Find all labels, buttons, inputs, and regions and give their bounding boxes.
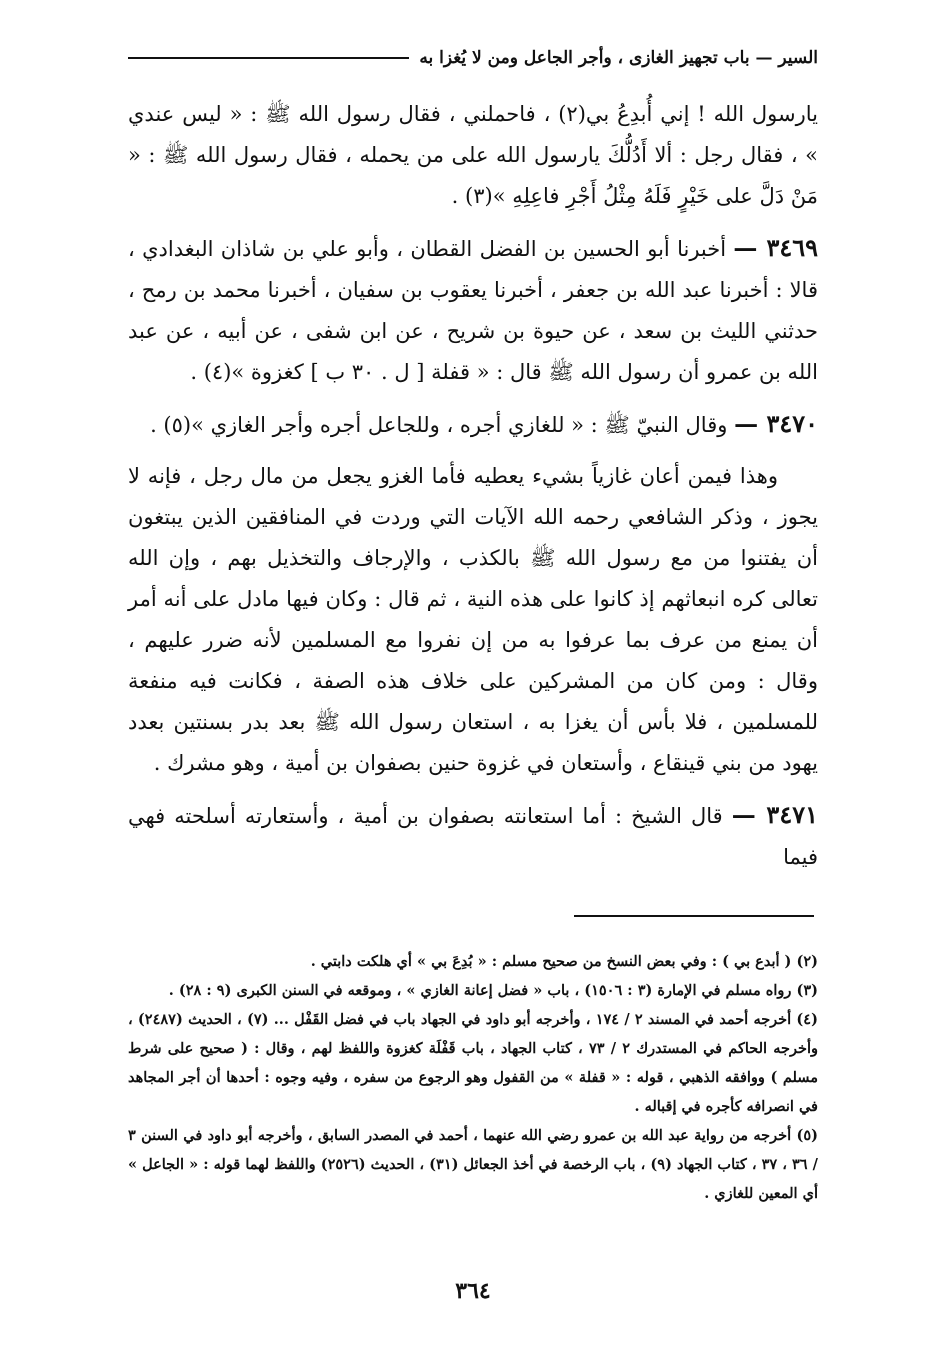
footnote-2: (٢) ( أبدع بي ) : وفي بعض النسخ من صحيح مسلم : « بُدِعَ بي » أي هلكت دابتي . <box>310 953 818 970</box>
hadith-text: وقال النبيّ ﷺ : « للغازي أجره ، وللجاعل أجره وأجر الغازي »(٥) . <box>150 413 728 437</box>
hadith-3469 <box>128 227 818 393</box>
footnote-4: (٤) أخرجه أحمد في المسند ٢ / ١٧٤ ، وأخرجه أبو داود في الجهاد باب في فضل القَفْل ... (٧) ، الحديث (٢٤٨٧) ، وأخرجه الحاكم في المستدرك ٢ / ٧٣ ، كتاب الجهاد ، باب قَفْلَة كغزوة واللفظ لهم ، وقال : ( صحيح على شرط مسلم ) ووافقه الذهبي ، قوله : « قفلة » من القفول وهو الرجوع من سفره ، وفيه وجوه : أحدها أن أجر المجاهد في انصرافه كأجره في إقباله . <box>128 1011 818 1115</box>
hadith-text: أخبرنا أبو الحسين بن الفضل القطان ، وأبو علي بن شاذان البغدادي ، قالا : أخبرنا عبد الله بن جعفر ، أخبرنا يعقوب بن سفيان ، أخبرنا محمد بن رمح ، حدثني الليث بن سعد ، عن حيوة بن شريح ، عن ابن شفى ، عن أبيه ، عن عبد الله بن عمرو أن رسول الله ﷺ قال : « قفلة [ ل . ٣٠ ب ] كغزوة »(٤) . <box>128 237 818 384</box>
commentary-paragraph: وهذا فيمن أعان غازياً بشيء يعطيه فأما الغزو يجعل من مال رجل ، فإنه لا يجوز ، وذكر الشافعي رحمه الله الآيات التي وردت في المنافقين الذين يبتغون أن يفتنوا من مع رسول الله ﷺ بالكذب ، والإرجاف والتخذيل بهم ، وإن الله تعالى كره انبعاثهم إذ كانوا على هذه النية ، ثم قال : وكان فيها مادل على أنه أمر أن يمنع من عرف بما عرفوا به من إن نفروا مع المسلمين لأنه ضرر عليهم ، وقال : ومن كان من المشركين على خلاف هذه الصفة ، فكانت فيه منفعة للمسلمين ، فلا بأس أن يغزا به ، استعان رسول الله ﷺ بعد بدر بسنتين بعدد يهود من بني قينقاع ، وأستعان في غزوة حنين بصفوان بن أمية ، وهو مشرك . <box>128 464 818 775</box>
main-text <box>128 94 818 878</box>
intro-paragraph: يارسول الله ! إني أُبدِعُ بي(٢) ، فاحملني ، فقال رسول الله ﷺ : « ليس عندي » ، فقال رجل : ألا أَدُلُّكَ يارسول الله على من يحمله ، فقال رسول الله ﷺ : « مَنْ دَلَّ على خَيْرٍ فَلَهُ مِثْلُ أَجْرِ فاعِلِهِ »(٣) . <box>128 102 818 208</box>
hadith-text: قال الشيخ : أما استعانته بصفوان بن أمية ، وأستعارته أسلحته فهي فيما <box>128 804 818 869</box>
footnote-separator <box>574 915 814 917</box>
header-rule <box>128 57 409 59</box>
footnote-5: (٥) أخرجه من رواية عبد الله بن عمرو رضي الله عنهما ، أحمد في المصدر السابق ، وأخرجه أبو داود في السنن ٣ / ٣٦ ، ٣٧ ، كتاب الجهاد (٩) ، باب الرخصة في أخذ الجعائل (٣١) ، الحديث (٢٥٢٦) واللفظ لهما قوله : « الجاعل » أي المعين للغازي . <box>128 1127 818 1202</box>
hadith-number: ٣٤٦٩ — <box>733 233 818 262</box>
running-header <box>128 48 818 68</box>
page-number: ٣٦٤ <box>455 1278 491 1304</box>
running-header-title: السير — باب تجهيز الغازى ، وأجر الجاعل ومن لا يُغزا به <box>419 48 818 68</box>
footnote-3: (٣) رواه مسلم في الإمارة (٣ : ١٥٠٦) ، باب « فضل إعانة الغازي » ، وموقعه في السنن الكبرى (٩ : ٢٨) . <box>168 982 818 999</box>
hadith-number: ٣٤٧٠ — <box>734 409 818 438</box>
footnotes <box>128 945 818 1208</box>
hadith-number: ٣٤٧١ — <box>731 800 818 829</box>
hadith-3470 <box>128 403 818 446</box>
hadith-3471 <box>128 794 818 878</box>
